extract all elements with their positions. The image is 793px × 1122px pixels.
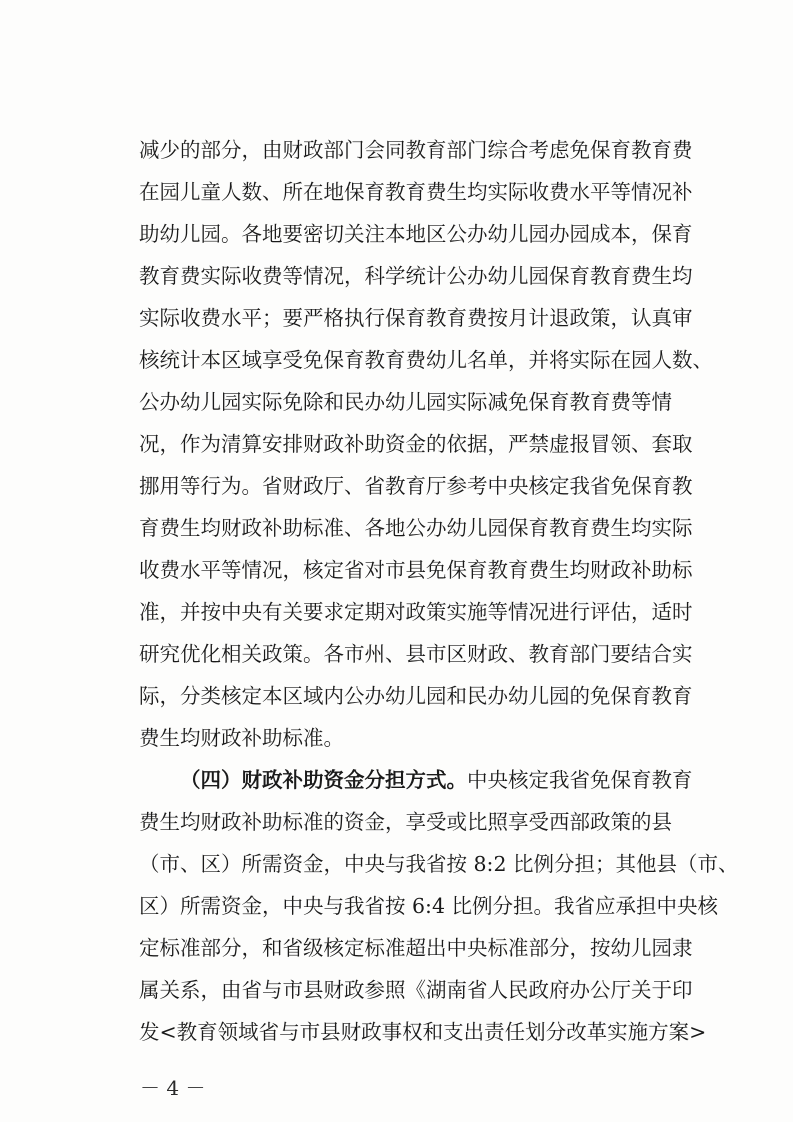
body-line-13: 研究优化相关政策。各市州、县市区财政、教育部门要结合实 xyxy=(139,642,693,666)
body-line-12: 准，并按中央有关要求定期对政策实施等情况进行评估，适时 xyxy=(139,600,693,624)
body-line-11: 收费水平等情况，核定省对市县免保育教育费生均财政补助标 xyxy=(139,558,693,582)
section-line-5: 属关系，由省与市县财政参照《湖南省人民政府办公厅关于印 xyxy=(139,978,693,1002)
body-line-2: 在园儿童人数、所在地保育教育费生均实际收费水平等情况补 xyxy=(139,180,693,204)
body-line-6: 核统计本区域享受免保育教育费幼儿名单，并将实际在园人数、 xyxy=(139,348,713,372)
body-line-3: 助幼儿园。各地要密切关注本地区公办幼儿园办园成本，保育 xyxy=(139,222,693,246)
section-line-3: 区）所需资金，中央与我省按 6:4 比例分担。我省应承担中央核 xyxy=(139,894,719,918)
body-line-7: 公办幼儿园实际免除和民办幼儿园实际减免保育教育费等情 xyxy=(139,390,672,414)
section-line-2: （市、区）所需资金，中央与我省按 8:2 比例分担；其他县（市、 xyxy=(139,852,739,876)
body-line-10: 育费生均财政补助标准、各地公办幼儿园保育教育费生均实际 xyxy=(139,516,693,540)
page-number: － 4 － xyxy=(140,1076,206,1100)
body-line-14: 际，分类核定本区域内公办幼儿园和民办幼儿园的免保育教育 xyxy=(139,684,693,708)
section-line-4: 定标准部分，和省级核定标准超出中央标准部分，按幼儿园隶 xyxy=(139,936,693,960)
body-line-1: 减少的部分，由财政部门会同教育部门综合考虑免保育教育费 xyxy=(139,138,693,162)
section-line-6: 发<教育领域省与市县财政事权和支出责任划分改革实施方案> xyxy=(139,1020,707,1044)
body-line-9: 挪用等行为。省财政厅、省教育厅参考中央核定我省免保育教 xyxy=(139,474,693,498)
section-first-line-rest: 中央核定我省免保育教育 xyxy=(467,768,693,792)
body-line-4: 教育费实际收费等情况，科学统计公办幼儿园保育教育费生均 xyxy=(139,264,693,288)
body-line-15: 费生均财政补助标准。 xyxy=(139,726,344,750)
section-first-line xyxy=(180,762,693,798)
section-line-1: 费生均财政补助标准的资金，享受或比照享受西部政策的县 xyxy=(139,810,672,834)
body-line-5: 实际收费水平；要严格执行保育教育费按月计退政策，认真审 xyxy=(139,306,693,330)
section-heading: （四）财政补助资金分担方式。 xyxy=(180,768,467,792)
body-line-8: 况，作为清算安排财政补助资金的依据，严禁虚报冒领、套取 xyxy=(139,432,693,456)
